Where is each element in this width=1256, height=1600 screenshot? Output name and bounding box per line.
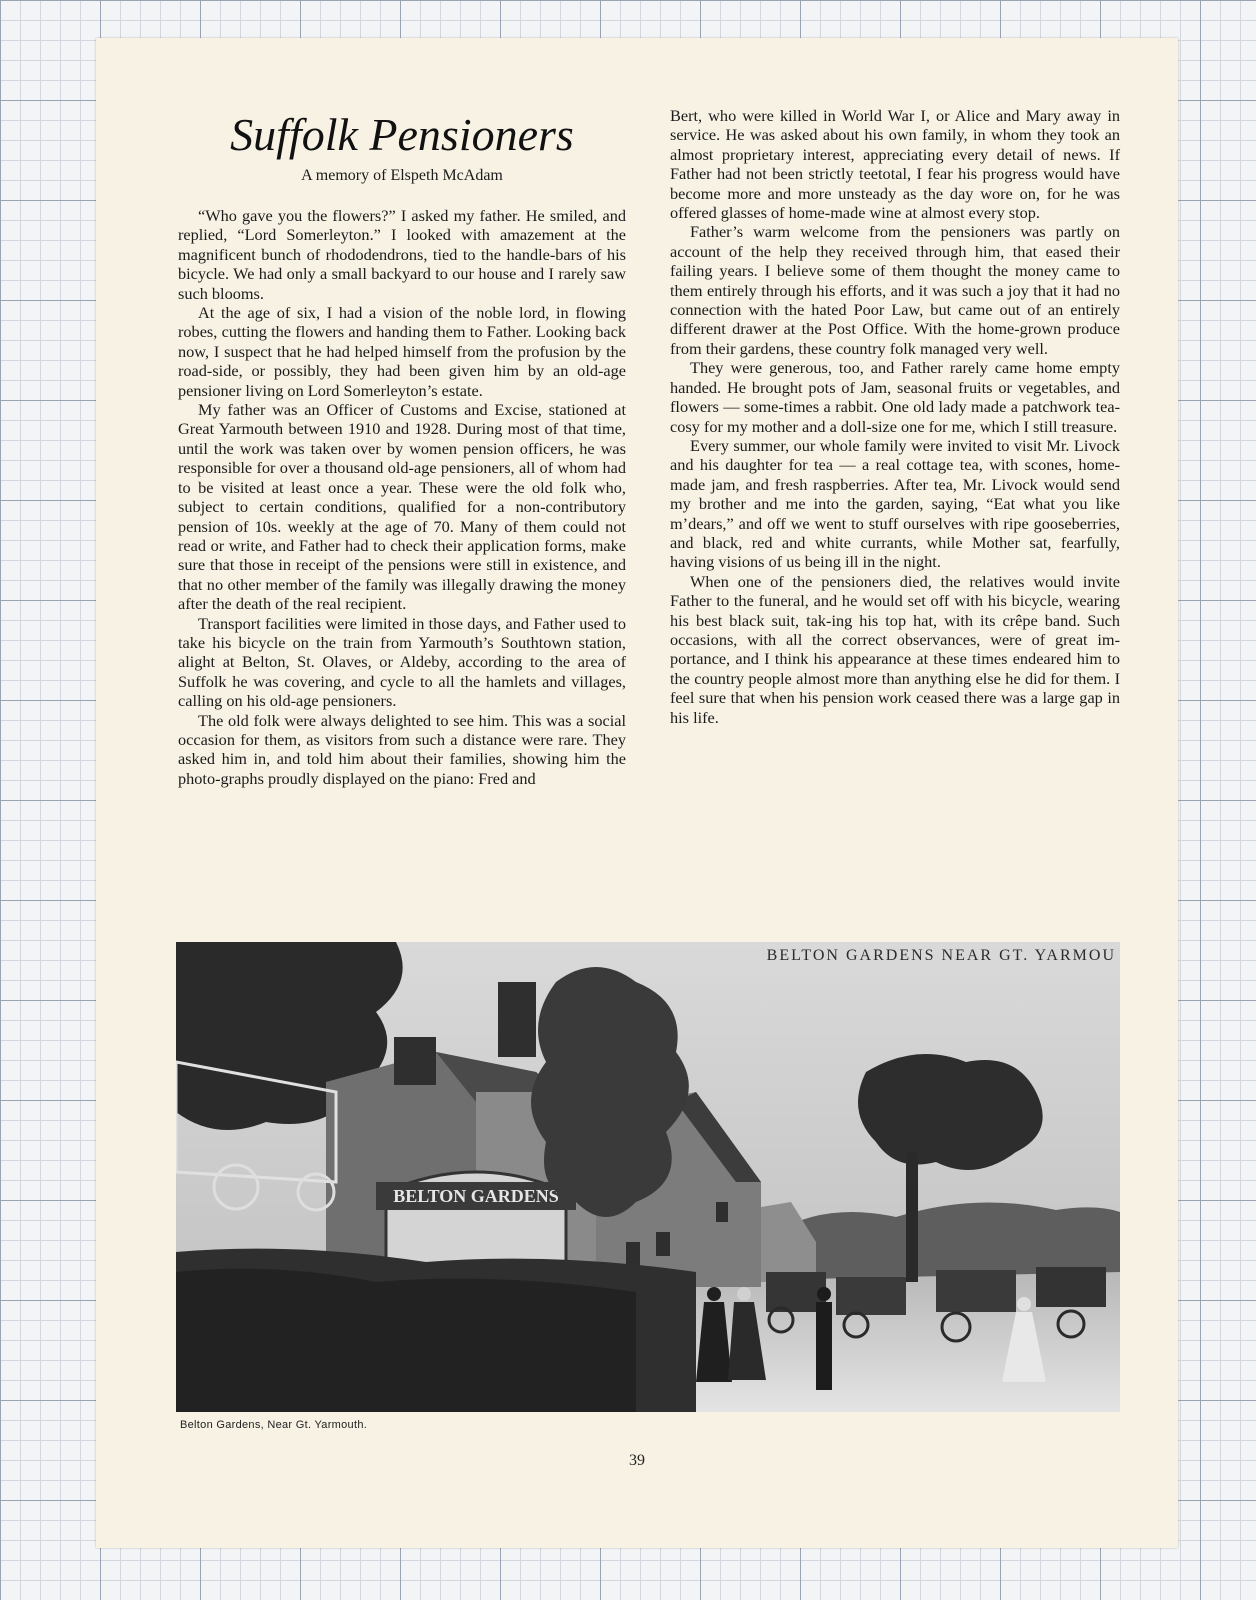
paragraph: When one of the pensioners died, the relatives would invite Father to the funeral, and he would set off with his bicycle, wearing his best black suit, tak-ing his top hat, with its crêpe band. Such occasions, with all the correct observances, were of great im-portance, and I think his appearance at these times endeared him to the country people almost more than anything else he did for them. I feel sure that when his pension work ceased there was a large gap in his life. — [670, 571, 1120, 727]
photo-caption: Belton Gardens, Near Gt. Yarmouth. — [180, 1419, 368, 1431]
article-column-left — [178, 106, 626, 788]
paragraph: Every summer, our whole family were invited to visit Mr. Livock and his daughter for tea — a real cottage tea, with scones, home-made jam, and fresh raspberries. After tea, Mr. Livock would send my brother and me into the garden, saying, “Eat what you like m’dears,” and off we went to stuff ourselves with ripe gooseberries, and black, red and white currants, while Mother sat, fearfully, having visions of us being ill in the night. — [670, 435, 1120, 572]
paragraph: Transport facilities were limited in those days, and Father used to take his bicycle on the train from Yarmouth’s Southtown station, alight at Belton, St. Olaves, or Aldeby, according to the area of Suffolk he was covering, and cycle to all the hamlets and villages, calling on his old-age pensioners. — [178, 613, 626, 711]
paragraph: They were generous, too, and Father rarely came home empty handed. He brought pots of Jam, seasonal fruits or vegetables, and flowers — some-times a rabbit. One old lady made a patchwork tea-cosy for my mother and a doll-size one for me, which I still treasure. — [670, 358, 1120, 436]
paragraph: “Who gave you the flowers?” I asked my father. He smiled, and replied, “Lord Somerleyton.” I looked with amazement at the magnificent bunch of rhododendrons, tied to the handle-bars of his bicycle. We had only a small backyard to our house and I rarely saw such blooms. — [178, 206, 626, 303]
article-column-right — [670, 106, 1120, 727]
paragraph: The old folk were always delighted to see him. This was a social occasion for them, as visitors from such a distance were rare. They asked him in, and told him about their families, showing him the photo-graphs proudly displayed on the piano: Fred and — [178, 710, 626, 788]
chimney-left — [394, 1037, 436, 1085]
photo-postcard-text: BELTON GARDENS NEAR GT. YARMOU — [766, 947, 1116, 964]
paragraph-continuation: Bert, who were killed in World War I, or Alice and Mary away in service. He was asked about his own family, in whom they took an almost proprietary interest, appreciating every detail of news. If Father had not been strictly teetotal, I fear his progress would have become more and more unsteady as the day wore on, for he was offered glasses of home-made wine at almost every stop. — [670, 106, 1120, 223]
belton-gardens-photo — [176, 942, 1120, 1412]
article-title: Suffolk Pensioners — [230, 109, 574, 160]
magazine-page — [96, 38, 1178, 1548]
paragraph: My father was an Officer of Customs and Excise, stationed at Great Yarmouth between 1910 and 1928. During most of that time, until the work was taken over by women pension officers, he was responsible for over a thousand old-age pensioners, all of whom had to be visited at least once a year. These were the old folk who, subject to certain conditions, qualified for a non-contributory pension of 10s. weekly at the age of 70. Many of them could not read or write, and Father had to check their application forms, make sure that those in receipt of the pensions were still in existence, and that no other member of the family was illegally drawing the money after the death of the real recipient. — [178, 400, 626, 614]
paragraph: Father’s warm welcome from the pensioners was partly on account of the help they received through him, that eased their failing years. I believe some of them thought the money came to them entirely through his efforts, and it was such a joy that it had no connection with the hated Poor Law, but came out of an entirely different drawer at the Post Office. With the home-grown produce from their gardens, these country folk managed very well. — [670, 222, 1120, 358]
article-byline: A memory of Elspeth McAdam — [301, 167, 503, 184]
page-number: 39 — [629, 1452, 645, 1469]
paragraph: At the age of six, I had a vision of the noble lord, in flowing robes, cutting the flowers and handing them to Father. Looking back now, I suspect that he had helped himself from the profusion by the road-side, or possibly, they had been given him by an old-age pensioner living on Lord Somerleyton’s estate. — [178, 303, 626, 400]
chimney-right — [498, 982, 536, 1057]
photo-sign-text: BELTON GARDENS — [393, 1186, 559, 1206]
